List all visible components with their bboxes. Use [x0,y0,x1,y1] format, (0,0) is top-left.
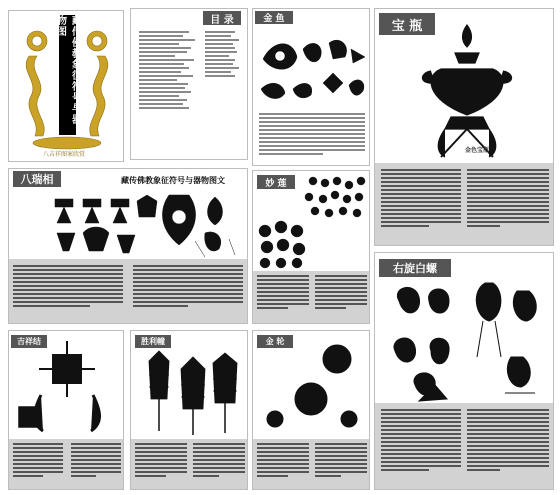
vase-page [374,8,554,246]
golden-fish-page [252,8,370,166]
conch-title: 右旋白螺 [379,259,451,277]
cover-footer: 八吉祥图案欣赏 [43,151,86,158]
eight-auspicious-page [8,168,248,324]
wheel-page [252,330,370,490]
banner-title: 胜利幢 [135,335,171,348]
fish-icons [253,29,370,109]
lotus-icons [253,171,370,271]
knot-text-band [9,439,124,490]
knot-title: 吉祥结 [11,335,47,348]
toc-title: 目 录 [203,11,241,25]
cover-title: 藏传佛教象征符号与器物图 [59,15,76,135]
eight-auspicious-title: 八瑞相 [13,171,61,187]
banner-text-band [131,439,248,490]
vase-icon [375,19,554,159]
toc-pages [205,31,241,79]
wheel-text-band [253,439,370,490]
conch-page [374,252,554,490]
wheel-icons [253,335,370,435]
lotus-page [252,170,370,324]
eight-auspicious-header: 藏传佛教象征符号与器物图文 [121,176,225,185]
conch-text-band [375,403,554,490]
eight-auspicious-text-band [9,259,248,324]
banner-page [130,330,248,490]
knot-icons [9,341,124,441]
vase-caption: 金色宝瓶 [465,147,490,154]
lotus-title: 妙 莲 [257,175,295,189]
auspicious-symbols-icons [9,189,248,269]
vase-text-band [375,163,554,246]
vase-title: 宝 瓶 [379,13,435,35]
golden-fish-text [259,113,365,157]
banner-icons [131,339,248,439]
wheel-title: 金 轮 [257,335,293,348]
toc-page [130,8,248,160]
knot-page [8,330,124,490]
golden-fish-title: 金 鱼 [255,11,293,24]
lotus-text-band [253,271,370,324]
toc-list [139,31,199,111]
cover-page [8,10,124,162]
